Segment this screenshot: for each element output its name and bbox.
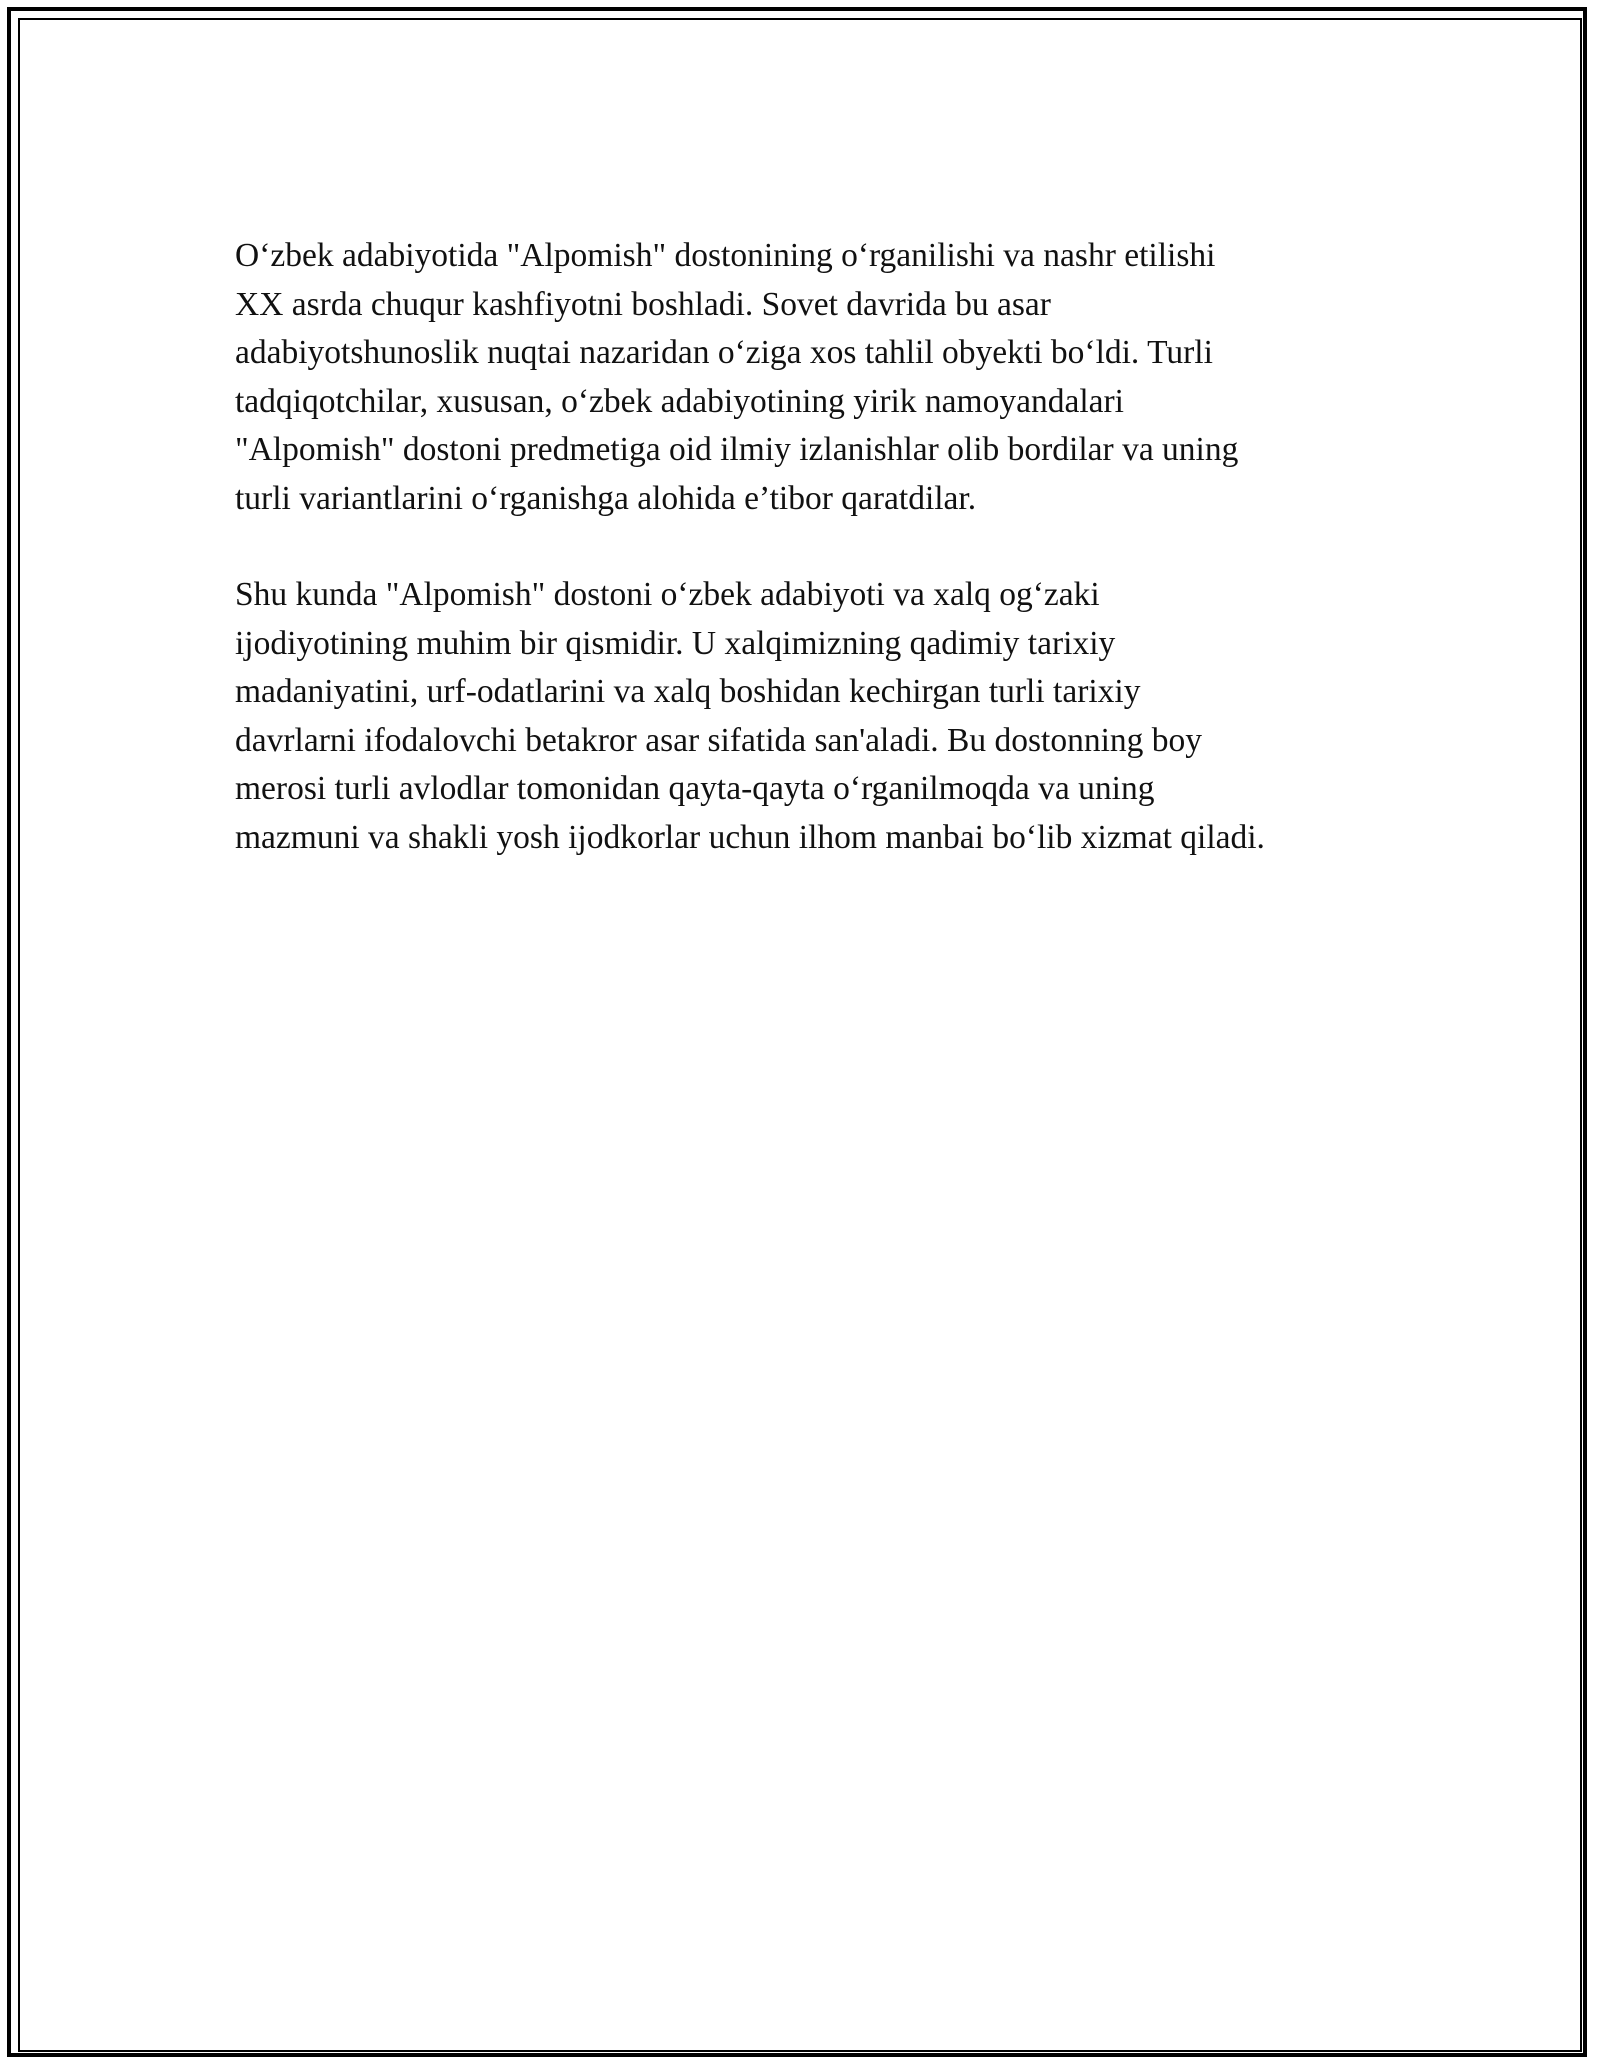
text-line: ijodiyotining muhim bir qismidir. U xalqimizning qadimiy tarixiy — [235, 624, 1116, 662]
text-line: Shu kunda "Alpomish" dostoni o‘zbek adabiyoti va xalq og‘zaki — [235, 576, 1100, 613]
text-line: XX asrda chuqur kashfiyotni boshladi. Sovet davrida bu asar — [235, 285, 1051, 323]
text-line: turli variantlarini o‘rganishga alohida e’tibor qaratdilar. — [235, 479, 977, 517]
text-line: madaniyatini, urf-odatlarini va xalq boshidan kechirgan turli tarixiy — [235, 673, 1141, 710]
text-line: davrlarni ifodalovchi betakror asar sifatida san'aladi. Bu dostonning boy — [235, 721, 1203, 759]
text-line: adabiyotshunoslik nuqtai nazaridan o‘ziga xos tahlil obyekti bo‘ldi. Turli — [235, 334, 1213, 371]
text-line: O‘zbek adabiyotida "Alpomish" dostonining o‘rganilishi va nashr etilishi — [235, 237, 1216, 274]
text-line: tadqiqotchilar, xususan, o‘zbek adabiyotining yirik namoyandalari — [235, 382, 1124, 420]
paragraph-2 — [235, 571, 1395, 862]
text-line: mazmuni va shakli yosh ijodkorlar uchun ilhom manbai bo‘lib xizmat qiladi. — [235, 818, 1265, 856]
text-line: merosi turli avlodlar tomonidan qayta-qayta o‘rganilmoqda va uning — [235, 770, 1155, 807]
text-line: "Alpomish" dostoni predmetiga oid ilmiy izlanishlar olib bordilar va uning — [235, 431, 1239, 468]
document-body — [235, 232, 1395, 910]
paragraph-1 — [235, 232, 1395, 523]
